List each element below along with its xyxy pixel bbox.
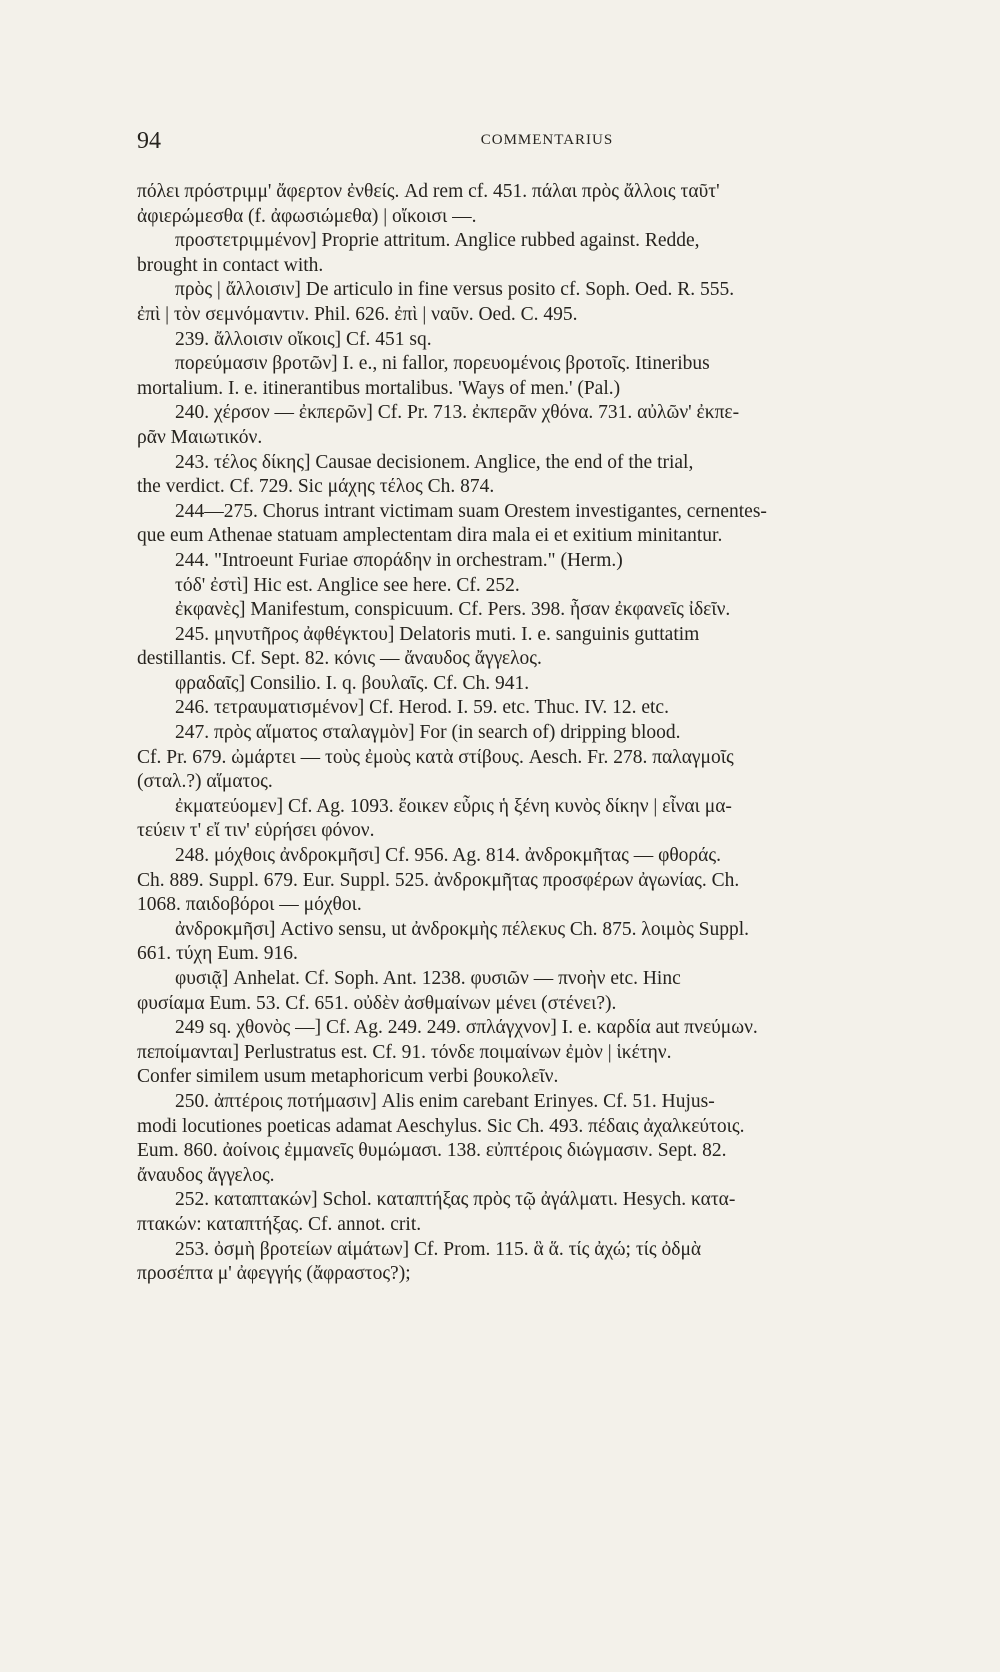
- commentary-line: 244. "Introeunt Furiae σποράδην in orchestram." (Herm.): [175, 549, 623, 571]
- commentary-line: modi locutiones poeticas adamat Aeschylus. Sic Ch. 493. πέδαις ἀχαλκεύτοις.: [137, 1115, 745, 1137]
- commentary-line: que eum Athenae statuam amplectentam dira mala ei et exitium minitantur.: [137, 525, 723, 547]
- commentary-line: destillantis. Cf. Sept. 82. κόνις — ἄναυδος ἄγγελος.: [137, 648, 542, 670]
- commentary-line: φραδαῖς] Consilio. I. q. βουλαῖς. Cf. Ch. 941.: [175, 672, 530, 694]
- commentary-line: Confer similem usum metaphoricum verbi βουκολεῖν.: [137, 1066, 559, 1088]
- commentary-line: Eum. 860. ἀοίνοις ἐμμανεῖς θυμώμασι. 138. εὐπτέροις διώγμασιν. Sept. 82.: [137, 1140, 727, 1162]
- commentary-line: φυσιᾷ] Anhelat. Cf. Soph. Ant. 1238. φυσιῶν — πνοὴν etc. Hinc: [175, 968, 681, 989]
- commentary-line: 239. ἄλλοισιν οἴκοις] Cf. 451 sq.: [175, 328, 432, 350]
- commentary-line: 252. καταπτακών] Schol. καταπτήξας πρὸς τῷ ἀγάλματι. Hesych. κατα-: [175, 1189, 736, 1211]
- commentary-line: 248. μόχθοις ἀνδροκμῆσι] Cf. 956. Ag. 814. ἀνδροκμῆτας — φθοράς.: [175, 845, 721, 867]
- commentary-line: 661. τύχη Eum. 916.: [137, 943, 298, 965]
- running-head: COMMENTARIUS: [480, 132, 614, 148]
- commentary-line: mortalium. I. e. itinerantibus mortalibus. 'Ways of men.' (Pal.): [137, 377, 621, 399]
- commentary-line: ἐκφανὲς] Manifestum, conspicuum. Cf. Pers. 398. ἦσαν ἐκφανεῖς ἰδεῖν.: [175, 599, 731, 621]
- commentary-line: 240. χέρσον — ἐκπερῶν] Cf. Pr. 713. ἐκπερᾶν χθόνα. 731. αὐλῶν' ἐκπε-: [175, 402, 740, 424]
- commentary-line: 253. ὀσμὴ βροτείων αἱμάτων] Cf. Prom. 115. ἃ ἅ. τίς ἀχώ; τίς ὀδμὰ: [175, 1238, 702, 1260]
- commentary-line: τεύειν τ' εἴ τιν' εὑρήσει φόνον.: [137, 820, 375, 842]
- commentary-line: brought in contact with.: [137, 254, 324, 276]
- commentary-line: πρὸς | ἄλλοισιν] De articulo in fine versus posito cf. Soph. Oed. R. 555.: [175, 279, 735, 301]
- commentary-line: φυσίαμα Eum. 53. Cf. 651. οὐδὲν ἀσθμαίνων μένει (στένει?).: [137, 992, 617, 1014]
- commentary-line: 247. πρὸς αἵματος σταλαγμὸν] For (in search of) dripping blood.: [175, 722, 681, 744]
- commentary-line: ἀφιερώμεσθα (f. ἀφωσιώμεθα) | οἴκοισι —.: [137, 205, 477, 227]
- commentary-line: the verdict. Cf. 729. Sic μάχης τέλος Ch. 874.: [137, 476, 495, 498]
- commentary-line: πόλει πρόστριμμ' ἄφερτον ἐνθείς. Ad rem cf. 451. πάλαι πρὸς ἄλλοις ταῦτ': [137, 181, 720, 202]
- commentary-line: ἐκματεύομεν] Cf. Ag. 1093. ἔοικεν εὖρις ἡ ξένη κυνὸς δίκην | εἶναι μα-: [175, 795, 732, 817]
- commentary-line: 246. τετραυματισμένον] Cf. Herod. I. 59. etc. Thuc. IV. 12. etc.: [175, 697, 669, 719]
- commentary-line: 243. τέλος δίκης] Causae decisionem. Anglice, the end of the trial,: [175, 451, 694, 473]
- commentary-line: Ch. 889. Suppl. 679. Eur. Suppl. 525. ἀνδροκμῆτας προσφέρων ἀγωνίας. Ch.: [137, 869, 740, 891]
- commentary-line: 245. μηνυτῆρος ἀφθέγκτου] Delatoris muti. I. e. sanguinis guttatim: [175, 623, 700, 645]
- page-header: [137, 128, 957, 158]
- commentary-line: 249 sq. χθονὸς —] Cf. Ag. 249. 249. σπλάγχνον] I. e. καρδία aut πνεύμων.: [175, 1017, 758, 1039]
- commentary-line: 1068. παιδοβόροι — μόχθοι.: [137, 894, 362, 916]
- commentary-line: (σταλ.?) αἵματος.: [137, 771, 273, 793]
- commentary-line: Cf. Pr. 679. ὠμάρτει — τοὺς ἐμοὺς κατὰ στίβους. Aesch. Fr. 278. παλαγμοῖς: [137, 746, 734, 768]
- commentary-line: 250. ἀπτέροις ποτήμασιν] Alis enim carebant Erinyes. Cf. 51. Hujus-: [175, 1090, 715, 1112]
- commentary-line: πεποίμανται] Perlustratus est. Cf. 91. τόνδε ποιμαίνων ἐμὸν | ἱκέτην.: [137, 1041, 672, 1063]
- commentary-line: προστετριμμένον] Proprie attritum. Anglice rubbed against. Redde,: [175, 230, 700, 252]
- commentary-body: [137, 180, 957, 1287]
- page-number: 94: [137, 128, 161, 154]
- commentary-line: πτακών: καταπτήξας. Cf. annot. crit.: [137, 1213, 422, 1235]
- commentary-line: ἀνδροκμῆσι] Activo sensu, ut ἀνδροκμὴς πέλεκυς Ch. 875. λοιμὸς Suppl.: [175, 918, 750, 940]
- commentary-line: προσέπτα μ' ἀφεγγής (ἄφραστος?);: [137, 1263, 411, 1285]
- commentary-line: πορεύμασιν βροτῶν] I. e., ni fallor, πορευομένοις βροτοῖς. Itineribus: [175, 353, 710, 375]
- commentary-line: ρᾶν Μαιωτικόν.: [137, 426, 263, 448]
- commentary-line: ἐπὶ | τὸν σεμνόμαντιν. Phil. 626. ἐπὶ | ναῦν. Oed. C. 495.: [137, 303, 578, 325]
- commentary-line: 244—275. Chorus intrant victimam suam Orestem investigantes, cernentes-: [175, 500, 767, 522]
- commentary-line: ἄναυδος ἄγγελος.: [137, 1164, 275, 1186]
- commentary-line: τόδ' ἐστὶ] Hic est. Anglice see here. Cf. 252.: [175, 574, 520, 596]
